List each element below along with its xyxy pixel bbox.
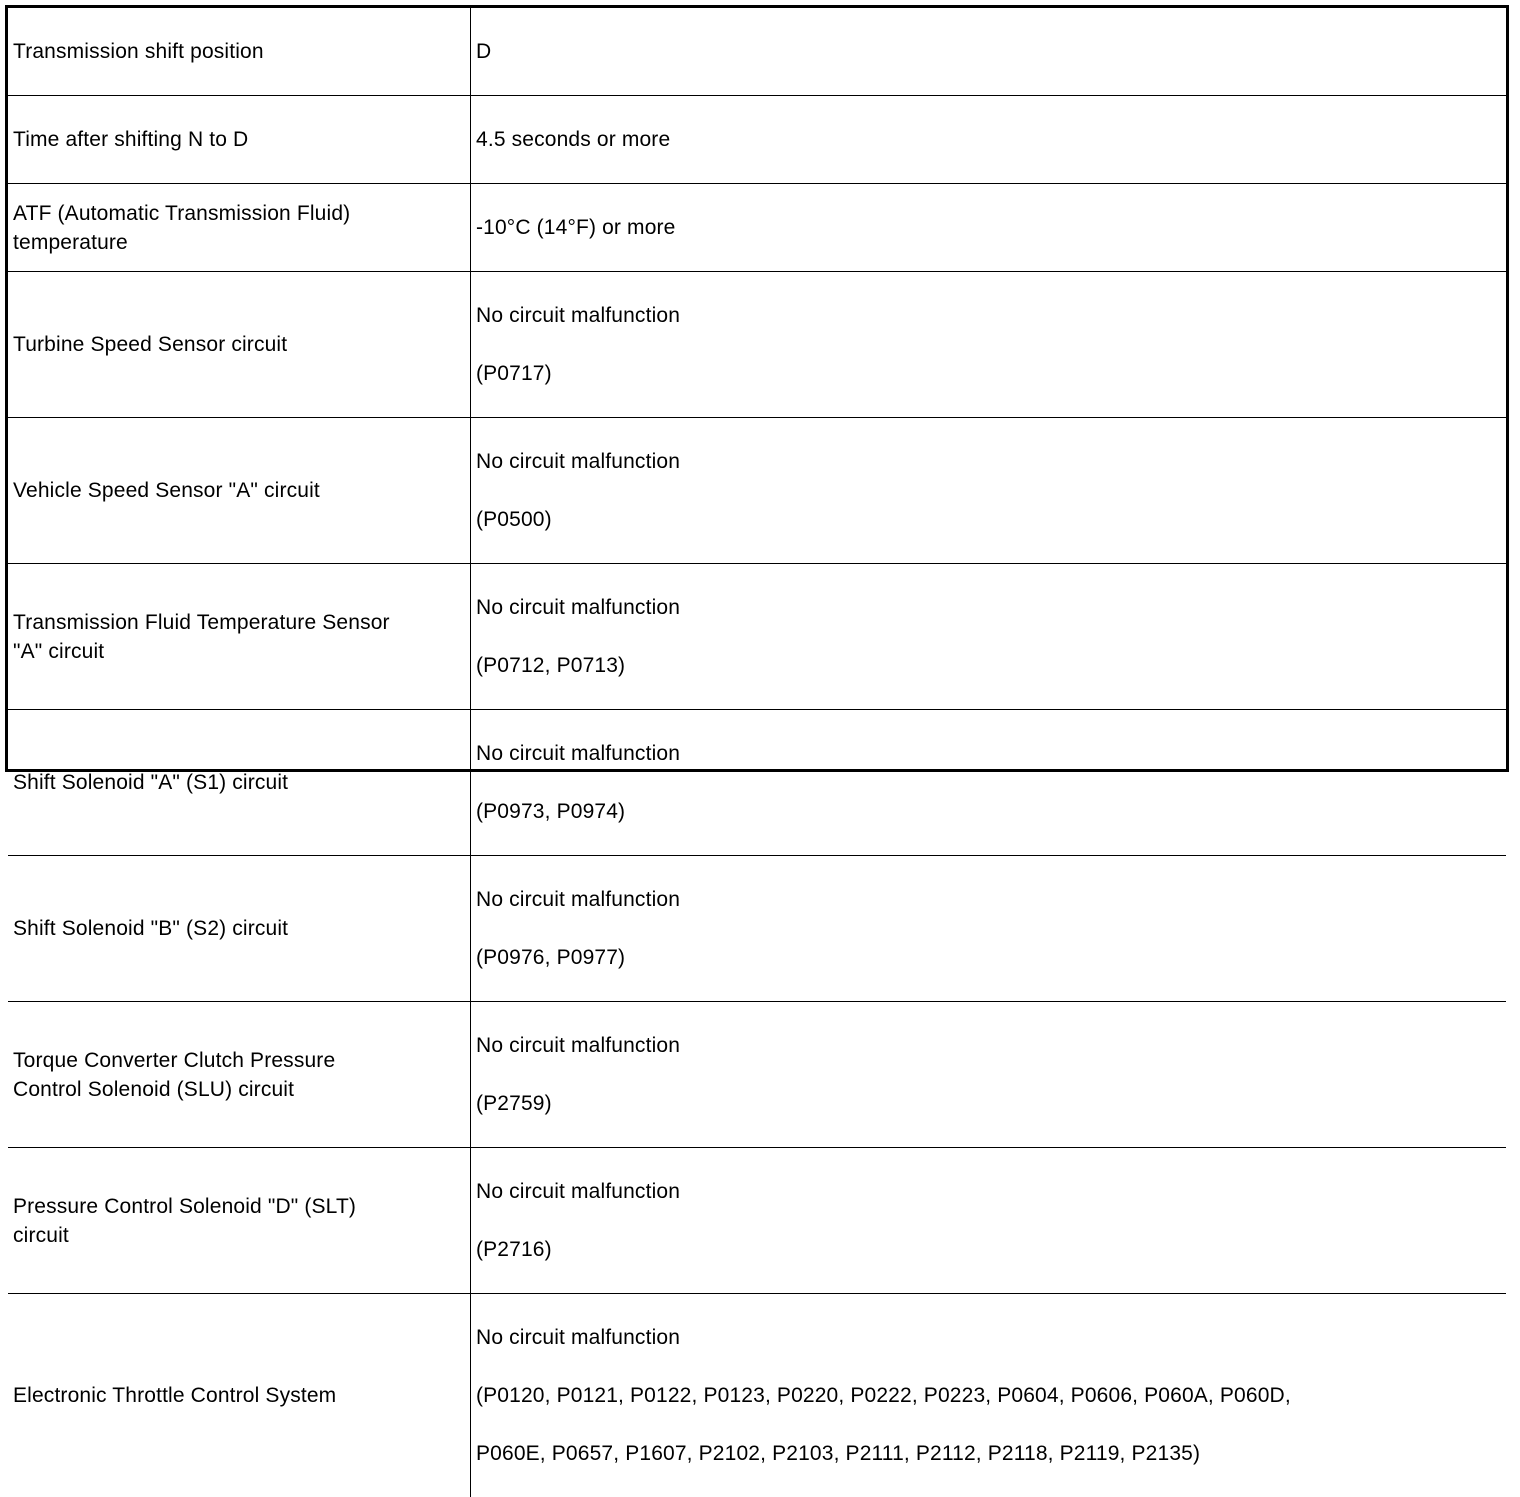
condition-line: (P0976, P0977) (476, 943, 1501, 972)
condition-cell (471, 184, 1507, 272)
table-row (8, 710, 1506, 856)
table-row (8, 418, 1506, 564)
condition-line: P060E, P0657, P1607, P2102, P2103, P2111, P2112, P2118, P2119, P2135) (476, 1439, 1501, 1468)
item-cell: Shift Solenoid "B" (S2) circuit (8, 856, 471, 1002)
item-cell: ATF (Automatic Transmission Fluid) temperature (8, 184, 471, 272)
condition-cell (471, 856, 1507, 1002)
condition-cell (471, 1294, 1507, 1497)
condition-line: No circuit malfunction (476, 1177, 1501, 1206)
table-row (8, 564, 1506, 710)
condition-line: (P2716) (476, 1235, 1501, 1264)
condition-cell (471, 272, 1507, 418)
condition-cell (471, 1002, 1507, 1148)
item-cell: Vehicle Speed Sensor "A" circuit (8, 418, 471, 564)
table-row (8, 8, 1506, 96)
conditions-table (8, 8, 1506, 1497)
condition-cell (471, 1148, 1507, 1294)
condition-line: D (476, 37, 1501, 66)
table-row (8, 272, 1506, 418)
condition-line: No circuit malfunction (476, 885, 1501, 914)
condition-line: No circuit malfunction (476, 1323, 1501, 1352)
item-cell: Transmission shift position (8, 8, 471, 96)
item-cell: Pressure Control Solenoid "D" (SLT) circuit (8, 1148, 471, 1294)
condition-line: No circuit malfunction (476, 447, 1501, 476)
condition-cell (471, 710, 1507, 856)
table-row (8, 1148, 1506, 1294)
condition-line: (P0500) (476, 505, 1501, 534)
condition-line: No circuit malfunction (476, 739, 1501, 768)
condition-line: No circuit malfunction (476, 593, 1501, 622)
table-row (8, 96, 1506, 184)
table-row (8, 856, 1506, 1002)
item-cell: Time after shifting N to D (8, 96, 471, 184)
item-cell: Transmission Fluid Temperature Sensor "A" circuit (8, 564, 471, 710)
item-cell: Shift Solenoid "A" (S1) circuit (8, 710, 471, 856)
condition-line: No circuit malfunction (476, 301, 1501, 330)
condition-line: -10°C (14°F) or more (476, 213, 1501, 242)
condition-cell (471, 564, 1507, 710)
item-cell: Electronic Throttle Control System (8, 1294, 471, 1497)
table-row (8, 1294, 1506, 1497)
condition-cell (471, 418, 1507, 564)
condition-cell (471, 8, 1507, 96)
condition-line: 4.5 seconds or more (476, 125, 1501, 154)
condition-line: (P0120, P0121, P0122, P0123, P0220, P0222, P0223, P0604, P0606, P060A, P060D, (476, 1381, 1501, 1410)
condition-line: (P0712, P0713) (476, 651, 1501, 680)
condition-line: (P0973, P0974) (476, 797, 1501, 826)
item-cell: Turbine Speed Sensor circuit (8, 272, 471, 418)
table-row (8, 1002, 1506, 1148)
item-cell: Torque Converter Clutch Pressure Control Solenoid (SLU) circuit (8, 1002, 471, 1148)
condition-line: (P2759) (476, 1089, 1501, 1118)
condition-line: No circuit malfunction (476, 1031, 1501, 1060)
condition-line: (P0717) (476, 359, 1501, 388)
condition-cell (471, 96, 1507, 184)
conditions-table-frame (5, 5, 1509, 772)
table-row (8, 184, 1506, 272)
